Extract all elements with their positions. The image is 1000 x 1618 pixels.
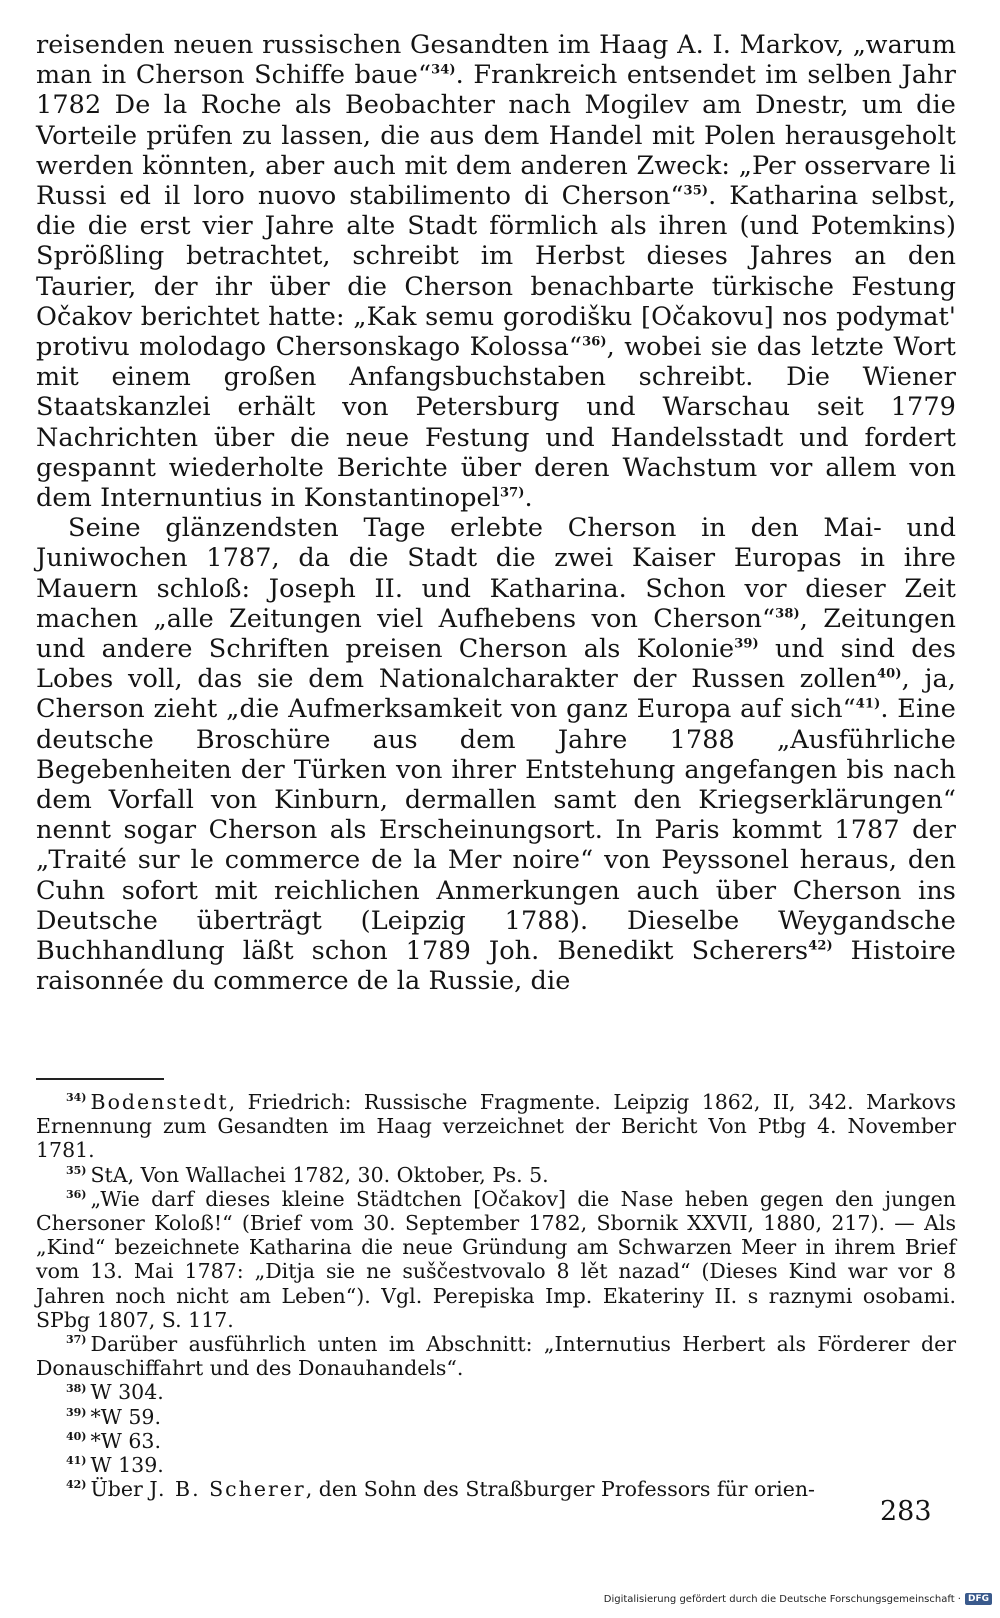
footnote-41: [36, 1453, 956, 1477]
text-run: Histoire raisonnée du commerce de la Russie, die: [36, 936, 956, 997]
footnotes: [36, 1090, 956, 1501]
footnote-number: 39): [66, 1405, 87, 1419]
footnote-number: 40): [66, 1430, 87, 1444]
footnote-text: , den Sohn des Straßburger Professors für orien-: [305, 1477, 815, 1502]
text-run: . Eine deutsche Broschüre aus dem Jahre 1788 „Ausführliche Begebenheiten der Türken von ihrer Entstehung angefangen bis nach dem Vorfall von Kinburn, dermallen samt den Kriegserklärungen“ nennt sogar Cherson als Erscheinungsort. In Paris kommt 1787 der „Traité sur le commerce de la Mer noire“ von Peyssonel heraus, den Cuhn sofort mit reichlichen Anmerkungen auch über Cherson ins Deutsche überträgt (Leipzig 1788). Dieselbe Weygandsche Buchhandlung läßt schon 1789 Joh. Benedikt Scherers: [36, 694, 956, 967]
page-number: 283: [880, 1496, 932, 1527]
footnote-ref-41[interactable]: 41): [855, 696, 881, 712]
footnote-ref-39[interactable]: 39): [734, 636, 759, 652]
footnote-number: 36): [66, 1187, 87, 1201]
footnote-39: [36, 1405, 956, 1429]
footnote-text: StA, Von Wallachei 1782, 30. Oktober, Ps. 5.: [90, 1162, 549, 1187]
text-run: reisenden neuen russischen Gesandten im Haag A. I. Markov, „warum man in Cherson Schiffe baue“: [36, 30, 956, 91]
text-run: . Katharina selbst, die die erst vier Jahre alte Stadt förmlich als ihren (und Potemkins) Sprößling betrachtet, schreibt im Herbst dieses Jahres an den Taurier, der ihr über die Cherson benachbarte türkische Festung Očakov berichtet hatte: „Kak semu gorodišku [Očakovu] nos podymat' protivu molodago Chersonskago Kolossa“: [36, 181, 956, 363]
text-run: und sind des Lobes voll, das sie dem Nationalcharakter der Russen zollen: [36, 634, 957, 695]
footnote-ref-36[interactable]: 36): [582, 334, 607, 350]
footnote-text: W 304.: [90, 1380, 164, 1405]
text-run: .: [524, 483, 533, 514]
footnote-number: 42): [66, 1478, 87, 1492]
footnote-42: [36, 1477, 956, 1501]
dfg-logo-icon: DFG: [965, 1593, 992, 1605]
footnote-40: [36, 1429, 956, 1453]
footnote-author: J. B. Scherer: [149, 1477, 306, 1502]
footnote-text: Über: [90, 1477, 150, 1502]
footnote-number: 37): [66, 1333, 87, 1347]
footnote-38: [36, 1380, 956, 1404]
footnote-divider: [36, 1078, 164, 1080]
text-run: , Zeitungen und andere Schriften preisen Cherson als Kolonie: [36, 603, 956, 665]
footnote-ref-42[interactable]: 42): [808, 938, 833, 954]
funding-text: Digitalisierung gefördert durch die Deutsche Forschungsgemeinschaft ·: [603, 1594, 961, 1605]
footnote-35: [36, 1163, 956, 1187]
footnote-34: [36, 1090, 956, 1163]
footnote-text: *W 59.: [90, 1404, 161, 1429]
footnote-ref-40[interactable]: 40): [877, 666, 902, 682]
text-run: , ja, Cherson zieht „die Aufmerksamkeit von ganz Europa auf sich“: [36, 664, 956, 725]
footnote-ref-34[interactable]: 34): [431, 62, 456, 78]
footnote-36: [36, 1187, 956, 1332]
footnote-text: W 139.: [90, 1453, 164, 1478]
footnote-number: 35): [66, 1163, 87, 1177]
text-run: , wobei sie das letzte Wort mit einem großen Anfangsbuchstaben schreibt. Die Wiener Staatskanzlei erhält von Petersburg und Warschau seit 1779 Nachrichten über die neue Festung und Handelsstadt und fordert gespannt wiederholte Berichte über deren Wachstum vor allem von dem Internuntius in Konstantinopel: [36, 332, 956, 514]
text-run: . Frankreich entsendet im selben Jahr 1782 De la Roche als Beobachter nach Mogilev am Dnestr, um die Vorteile prüfen zu lassen, die aus dem Handel mit Polen herausgeholt werden könnten, aber auch mit dem anderen Zweck: „Per osservare li Russi ed il loro nuovo stabilimento di Cherson“: [36, 60, 956, 212]
footnote-text: Darüber ausführlich unten im Abschnitt: „Internutius Herbert als Förderer der Donauschiffahrt und des Donauhandels“.: [36, 1332, 956, 1381]
footnote-37: [36, 1332, 956, 1380]
text-run: Seine glänzendsten Tage erlebte Cherson in den Mai- und Juniwochen 1787, da die Stadt die zwei Kaiser Europas in ihre Mauern schloß: Joseph II. und Katharina. Schon vor dieser Zeit machen „alle Zeitungen viel Aufhebens von Cherson“: [36, 513, 956, 634]
main-text: [36, 30, 956, 997]
footnote-text: , Friedrich: Russische Fragmente. Leipzig 1862, II, 342. Markovs Ernennung zum Gesandten im Haag verzeichnet der Bericht Von Ptbg 4. November 1781.: [36, 1090, 956, 1163]
footnote-number: 34): [66, 1091, 87, 1105]
footnote-ref-37[interactable]: 37): [499, 485, 525, 501]
paragraph-1: [36, 30, 956, 513]
footnote-number: 38): [66, 1381, 87, 1395]
footnote-author: Bodenstedt: [90, 1090, 229, 1114]
footnote-text: „Wie darf dieses kleine Städtchen [Očakov] die Nase heben gegen den jungen Chersoner Koloß!“ (Brief vom 30. September 1782, Sbornik XXVII, 1880, 217). — Als „Kind“ bezeichnete Katharina die neue Gründung am Schwarzen Meer in ihrem Brief vom 13. Mai 1787: „Ditja sie ne suščestvovalo 8 lět nazad“ (Dieses Kind war vor 8 Jahren noch nicht am Leben“). Vgl. Perepiska Imp. Ekateriny II. s raznymi osobami. SPbg 1807, S. 117.: [36, 1186, 956, 1332]
footnote-ref-38[interactable]: 38): [775, 606, 800, 622]
footnote-ref-35[interactable]: 35): [683, 183, 709, 199]
footnote-text: *W 63.: [90, 1428, 161, 1453]
footnote-number: 41): [66, 1454, 87, 1468]
paragraph-2: [36, 513, 956, 996]
funding-footer: [560, 1593, 992, 1605]
